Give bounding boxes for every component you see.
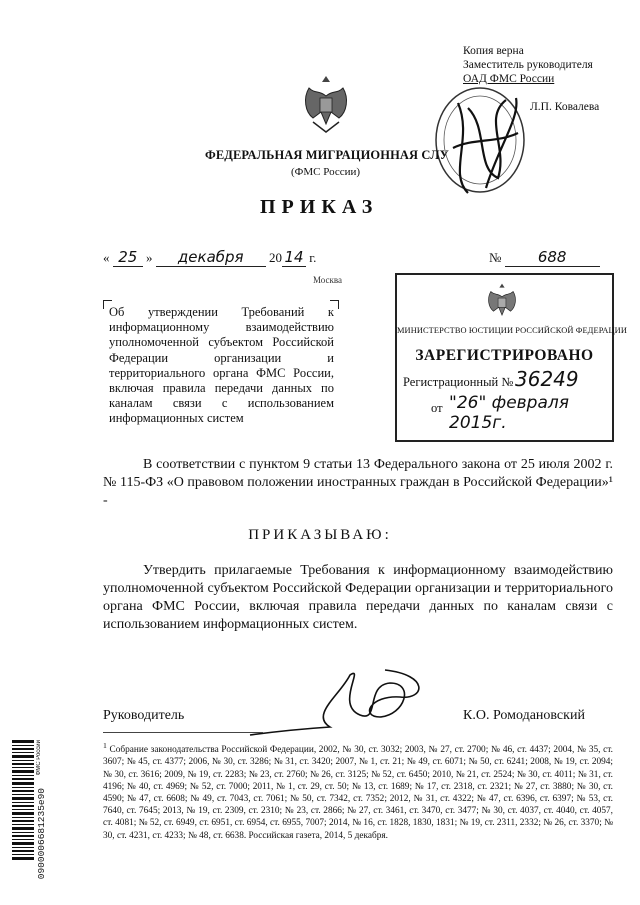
barcode-number: 0900006681235e90 [36, 788, 47, 880]
signer-name: К.О. Ромодановский [463, 708, 585, 723]
document-type-title: ПРИКАЗ [260, 196, 379, 218]
coat-of-arms-emblem [301, 72, 351, 136]
document-number [489, 248, 600, 267]
footnote-mark: 1 [103, 741, 107, 750]
copy-stamp-line-1: Копия верна [463, 45, 524, 57]
barcode-bars [12, 740, 34, 860]
date-day: 25 [113, 248, 143, 267]
registration-status: ЗАРЕГИСТРИРОВАНО [415, 347, 594, 364]
round-seal-signature [428, 78, 538, 208]
director-signature [240, 655, 440, 745]
date-year-prefix: 20 [269, 250, 282, 265]
copy-stamp-line-2: Заместитель руководителя [463, 59, 593, 71]
registration-date-label: от [431, 401, 443, 415]
registration-ministry: МИНИСТЕРСТВО ЮСТИЦИИ РОССИЙСКОЙ ФЕДЕРАЦИИ [397, 326, 627, 335]
footnote-rule [103, 732, 263, 733]
organization-name: ФЕДЕРАЛЬНАЯ МИГРАЦИОННАЯ СЛУ [205, 148, 449, 162]
signer-role: Руководитель [103, 708, 185, 723]
document-date [103, 248, 316, 267]
copy-stamp-signer: Л.П. Ковалева [530, 101, 600, 113]
registration-date: "26" февраля 2015г. [449, 393, 569, 433]
organization-abbreviation: (ФМС России) [291, 166, 361, 178]
preamble-paragraph: В соответствии с пунктом 9 статьи 13 Федерального закона от 25 июля 2002 г. № 115-ФЗ «О правовом положении иностранных граждан в Российской Федерации»¹ - [103, 457, 613, 508]
ministry-emblem [485, 281, 519, 323]
date-year-unit: г. [309, 250, 317, 265]
registration-stamp [395, 273, 627, 442]
registration-number: 36249 [515, 367, 579, 391]
footnote-text: Собрание законодательства Российской Федерации, 2002, № 30, ст. 3032; 2003, № 27, ст. 2700; № 46, ст. 4437; 2004, № 35, ст. 3607; № 45, ст. 4377; 2006, № 30, ст. 3286; № 31, ст. 3420; 2007, № 1, ст. 21; № 49, ст. 6071; № 50, ст. 6241; 2008, № 19, ст. 2094; № 30, ст. 3616; 2009, № 19, ст. 2283; № 23, ст. 2760; № 26, ст. 3125; № 52, ст. 6450; 2010, № 21, ст. 2524; № 30, ст. 4011; № 31, ст. 4196; № 40, ст. 4969; № 52, ст. 7000; 2011, № 1, ст. 29, ст. 50; № 13, ст. 1689; № 17, ст. 2318, ст. 2321; № 27, ст. 3880; № 30, ст. 4590; № 47, ст. 6608; № 49, ст. 7043, ст. 7061; № 50, ст. 7342, ст. 7352; 2012, № 31, ст. 4322; № 47, ст. 6396, ст. 6397; № 53, ст. 7640, ст. 7645; 2013, № 19, ст. 2309, ст. 2310; № 23, ст. 2866; № 27, ст. 3461, ст. 3470, ст. 3477; № 30, ст. 4037, ст. 4040, ст. 4057, ст. 4081; № 52, ст. 6949, ст. 6951, ст. 6954, ст. 6955, 7007; 2014, № 16, ст. 1828, 1830, 1831; № 19, ст. 2311, 2332; № 26, ст. 3370; № 30, ст. 4231, ст. 4233; № 48, ст. 6638. Российская газета, 2014, 5 декабря. [103, 745, 613, 841]
date-month: декабря [156, 248, 266, 267]
date-quote-open: « [103, 250, 110, 265]
order-paragraph: Утвердить прилагаемые Требования к информационному взаимодействию уполномоченной субъектом Российской Федерации организации и территориального органа ФМС России, включая правила передачи данных по каналам связи с использованием информационных систем. [103, 563, 613, 632]
copy-stamp-line-3: ОАД ФМС России [463, 73, 555, 85]
registration-number-label: Регистрационный № [403, 375, 514, 389]
date-quote-close: » [146, 250, 153, 265]
footnote [103, 740, 613, 842]
number-value: 688 [505, 248, 600, 267]
number-label: № [489, 250, 502, 265]
date-year-suffix: 14 [282, 248, 306, 267]
order-subject: Об утверждении Требований к информационному взаимодействию уполномоченной субъектом Российской Федерации организации и территориального органа ФМС России, включая правила передачи данных по каналам связи с использованием информационных систем [109, 305, 334, 426]
command-heading: ПРИКАЗЫВАЮ: [248, 527, 392, 543]
barcode [12, 740, 48, 900]
barcode-label: ФМС России [36, 740, 42, 776]
city-name: Москва [313, 275, 342, 285]
